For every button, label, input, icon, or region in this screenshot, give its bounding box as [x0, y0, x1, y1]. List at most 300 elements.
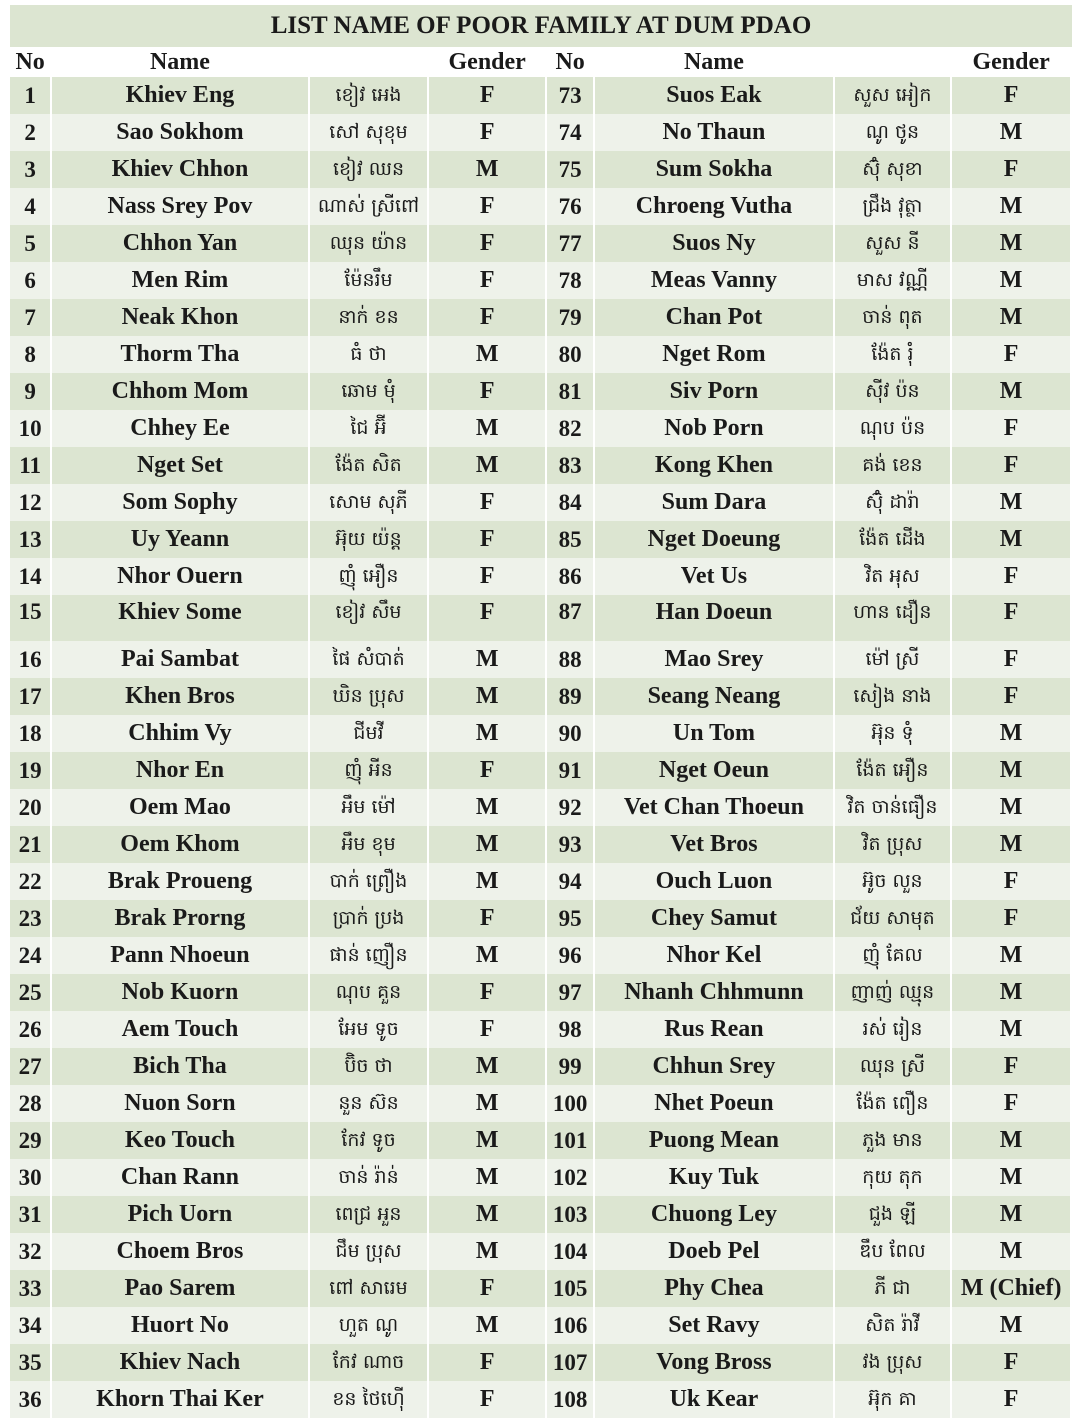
- row-no-left: 16: [10, 641, 50, 678]
- row-no-left: 27: [10, 1048, 50, 1085]
- row-gender-right: M: [952, 225, 1070, 262]
- table-row: [10, 715, 1070, 752]
- row-name-right: Ouch Luon: [595, 863, 832, 900]
- row-gender-right: M: [952, 789, 1070, 826]
- row-no-right: 95: [547, 900, 593, 937]
- row-no-right: 86: [547, 558, 593, 595]
- row-no-right: 73: [547, 77, 593, 114]
- row-no-right: 76: [547, 188, 593, 225]
- row-gender-right: M: [952, 521, 1070, 558]
- row-name-left: Sao Sokhom: [52, 114, 307, 151]
- row-gender-right: F: [952, 447, 1070, 484]
- row-khmer-left: ខន ថៃហ៊ើ: [310, 1381, 428, 1418]
- table-row: [10, 1381, 1070, 1418]
- row-khmer-right: អ៊ុក គា: [835, 1381, 951, 1418]
- row-name-left: Khorn Thai Ker: [52, 1381, 307, 1418]
- row-khmer-right: អ៊ុន ទុំ: [835, 715, 951, 752]
- row-name-right: Chey Samut: [595, 900, 832, 937]
- row-no-right: 103: [547, 1196, 593, 1233]
- row-khmer-left: ជៃ អ៊ី: [310, 410, 428, 447]
- row-gender-right: F: [952, 151, 1070, 188]
- row-khmer-right: ស៊ីវ ប៉ន: [835, 373, 951, 410]
- row-name-right: Uk Kear: [595, 1381, 832, 1418]
- row-name-right: Sum Dara: [595, 484, 832, 521]
- row-khmer-right: ង៉ែត ពឿន: [835, 1085, 951, 1122]
- row-gender-left: F: [429, 373, 545, 410]
- row-no-right: 87: [547, 595, 593, 641]
- row-no-right: 100: [547, 1085, 593, 1122]
- row-name-right: Sum Sokha: [595, 151, 832, 188]
- table-row: [10, 595, 1070, 641]
- row-name-left: Khiev Eng: [52, 77, 307, 114]
- row-khmer-right: សៀង នាង: [835, 678, 951, 715]
- table-row: [10, 1233, 1070, 1270]
- table-row: [10, 114, 1070, 151]
- row-gender-left: M: [429, 336, 545, 373]
- header-no-right: No: [547, 47, 593, 77]
- row-name-left: Oem Khom: [52, 826, 307, 863]
- row-gender-right: M: [952, 1196, 1070, 1233]
- row-gender-right: M: [952, 262, 1070, 299]
- row-no-left: 1: [10, 77, 50, 114]
- row-name-right: Chuong Ley: [595, 1196, 832, 1233]
- row-khmer-left: ផាន់ ញឿន: [310, 937, 428, 974]
- row-gender-left: M: [429, 715, 545, 752]
- row-no-left: 31: [10, 1196, 50, 1233]
- row-name-left: Uy Yeann: [52, 521, 307, 558]
- row-gender-left: F: [429, 595, 545, 641]
- row-no-right: 84: [547, 484, 593, 521]
- poor-family-sheet: [10, 5, 1072, 1418]
- row-khmer-left: ខៀវ ឈន: [310, 151, 428, 188]
- row-no-left: 12: [10, 484, 50, 521]
- row-no-left: 29: [10, 1122, 50, 1159]
- row-no-left: 11: [10, 447, 50, 484]
- row-gender-left: M: [429, 641, 545, 678]
- row-name-right: Vet Bros: [595, 826, 832, 863]
- row-gender-left: M: [429, 410, 545, 447]
- row-name-left: Nhor En: [52, 752, 307, 789]
- row-khmer-left: ប្រាក់ ប្រង: [310, 900, 428, 937]
- header-no-left: No: [10, 47, 50, 77]
- row-gender-left: M: [429, 1122, 545, 1159]
- row-gender-left: M: [429, 1048, 545, 1085]
- row-name-left: Keo Touch: [52, 1122, 307, 1159]
- row-name-left: Chhon Yan: [52, 225, 307, 262]
- row-name-left: Brak Proueng: [52, 863, 307, 900]
- header-name-left: Name: [52, 47, 307, 77]
- row-gender-right: F: [952, 77, 1070, 114]
- row-no-right: 107: [547, 1344, 593, 1381]
- row-gender-left: F: [429, 225, 545, 262]
- row-no-right: 98: [547, 1011, 593, 1048]
- row-khmer-left: ពេជ្រ អួន: [310, 1196, 428, 1233]
- row-khmer-right: វិត ប្រុស: [835, 826, 951, 863]
- row-name-right: Nhet Poeun: [595, 1085, 832, 1122]
- row-gender-right: F: [952, 1048, 1070, 1085]
- row-gender-left: F: [429, 1011, 545, 1048]
- row-khmer-right: ឌឹប ពែល: [835, 1233, 951, 1270]
- row-khmer-right: វិត អុស: [835, 558, 951, 595]
- row-khmer-left: នាក់ ខន: [310, 299, 428, 336]
- row-khmer-left: ឆោម មុំ: [310, 373, 428, 410]
- row-no-left: 35: [10, 1344, 50, 1381]
- row-name-right: Mao Srey: [595, 641, 832, 678]
- row-no-right: 105: [547, 1270, 593, 1307]
- row-gender-right: M: [952, 373, 1070, 410]
- row-gender-right: F: [952, 1344, 1070, 1381]
- row-name-left: Men Rim: [52, 262, 307, 299]
- table-row: [10, 1270, 1070, 1307]
- row-no-right: 79: [547, 299, 593, 336]
- row-name-right: Meas Vanny: [595, 262, 832, 299]
- row-name-right: Han Doeun: [595, 595, 832, 641]
- row-no-left: 26: [10, 1011, 50, 1048]
- table-row: [10, 1122, 1070, 1159]
- row-khmer-left: ង៉ែត សិត: [310, 447, 428, 484]
- row-gender-right: M: [952, 484, 1070, 521]
- row-name-left: Choem Bros: [52, 1233, 307, 1270]
- row-khmer-right: សួស អៀក: [835, 77, 951, 114]
- row-khmer-left: ចាន់ រ៉ាន់: [310, 1159, 428, 1196]
- row-name-right: No Thaun: [595, 114, 832, 151]
- header-khmer-right: [835, 47, 951, 77]
- table-row: [10, 1344, 1070, 1381]
- row-name-right: Doeb Pel: [595, 1233, 832, 1270]
- row-khmer-left: ប៊ិច ថា: [310, 1048, 428, 1085]
- row-no-left: 21: [10, 826, 50, 863]
- row-khmer-right: ភី ជា: [835, 1270, 951, 1307]
- row-no-right: 90: [547, 715, 593, 752]
- row-khmer-right: ស៊ុំ សុខា: [835, 151, 951, 188]
- row-gender-left: F: [429, 262, 545, 299]
- row-gender-right: M: [952, 1233, 1070, 1270]
- row-khmer-left: អ៊ុយ យ៉ន្ត: [310, 521, 428, 558]
- row-khmer-left: អែម ទូច: [310, 1011, 428, 1048]
- row-no-left: 3: [10, 151, 50, 188]
- row-no-left: 20: [10, 789, 50, 826]
- row-khmer-left: ខៀវ សឹម: [310, 595, 428, 641]
- table-row: [10, 900, 1070, 937]
- row-gender-right: F: [952, 678, 1070, 715]
- row-no-left: 10: [10, 410, 50, 447]
- row-name-right: Nget Oeun: [595, 752, 832, 789]
- row-gender-right: M: [952, 715, 1070, 752]
- row-khmer-left: សោម សុភី: [310, 484, 428, 521]
- row-khmer-right: វង ប្រុស: [835, 1344, 951, 1381]
- row-khmer-left: ធំ ថា: [310, 336, 428, 373]
- row-name-right: Chroeng Vutha: [595, 188, 832, 225]
- row-khmer-right: សិត រ៉ាវី: [835, 1307, 951, 1344]
- table-row: [10, 77, 1070, 114]
- row-no-left: 15: [10, 595, 50, 641]
- row-name-left: Nget Set: [52, 447, 307, 484]
- row-gender-left: F: [429, 114, 545, 151]
- row-khmer-right: ម៉ៅ ស្រី: [835, 641, 951, 678]
- row-name-right: Nhor Kel: [595, 937, 832, 974]
- table-row: [10, 521, 1070, 558]
- table-row: [10, 752, 1070, 789]
- row-name-left: Pao Sarem: [52, 1270, 307, 1307]
- table-row: [10, 336, 1070, 373]
- row-no-right: 80: [547, 336, 593, 373]
- row-name-right: Siv Porn: [595, 373, 832, 410]
- row-no-right: 74: [547, 114, 593, 151]
- table-row: [10, 863, 1070, 900]
- header-gender-left: Gender: [429, 47, 545, 77]
- row-gender-right: M: [952, 114, 1070, 151]
- row-no-right: 97: [547, 974, 593, 1011]
- row-no-right: 106: [547, 1307, 593, 1344]
- row-khmer-right: ង៉ែត អឿន: [835, 752, 951, 789]
- row-name-right: Vet Us: [595, 558, 832, 595]
- row-name-left: Nhor Ouern: [52, 558, 307, 595]
- header-gender-right: Gender: [952, 47, 1070, 77]
- table-row: [10, 826, 1070, 863]
- row-gender-right: F: [952, 1085, 1070, 1122]
- row-no-left: 36: [10, 1381, 50, 1418]
- table-row: [10, 1196, 1070, 1233]
- row-gender-left: F: [429, 1344, 545, 1381]
- row-name-left: Khen Bros: [52, 678, 307, 715]
- row-no-left: 8: [10, 336, 50, 373]
- table-row: [10, 262, 1070, 299]
- row-gender-right: M: [952, 826, 1070, 863]
- row-name-left: Aem Touch: [52, 1011, 307, 1048]
- row-no-left: 9: [10, 373, 50, 410]
- row-no-left: 14: [10, 558, 50, 595]
- row-no-left: 18: [10, 715, 50, 752]
- row-gender-right: M: [952, 1011, 1070, 1048]
- row-no-right: 85: [547, 521, 593, 558]
- row-gender-left: M: [429, 678, 545, 715]
- row-khmer-left: កែវ ណាច: [310, 1344, 428, 1381]
- row-no-right: 75: [547, 151, 593, 188]
- row-gender-left: M: [429, 863, 545, 900]
- row-khmer-right: ចាន់ ពុត: [835, 299, 951, 336]
- row-gender-left: F: [429, 521, 545, 558]
- row-gender-left: M: [429, 1307, 545, 1344]
- row-no-right: 82: [547, 410, 593, 447]
- row-khmer-right: ណុប ប៉ន: [835, 410, 951, 447]
- row-name-right: Vong Bross: [595, 1344, 832, 1381]
- table-row: [10, 1048, 1070, 1085]
- row-name-left: Oem Mao: [52, 789, 307, 826]
- row-gender-left: M: [429, 447, 545, 484]
- table-row: [10, 558, 1070, 595]
- row-gender-right: F: [952, 410, 1070, 447]
- row-gender-left: F: [429, 484, 545, 521]
- table-row: [10, 373, 1070, 410]
- row-khmer-left: ម៉ែនរឹម: [310, 262, 428, 299]
- row-no-left: 19: [10, 752, 50, 789]
- row-khmer-right: មាស វណ្ណី: [835, 262, 951, 299]
- row-khmer-right: វិត ចាន់ធឿន: [835, 789, 951, 826]
- row-khmer-right: សួស នី: [835, 225, 951, 262]
- row-gender-left: F: [429, 1381, 545, 1418]
- row-gender-left: F: [429, 188, 545, 225]
- row-gender-right: M: [952, 188, 1070, 225]
- row-name-left: Nob Kuorn: [52, 974, 307, 1011]
- row-gender-left: M: [429, 151, 545, 188]
- row-khmer-right: ណូ ថូន: [835, 114, 951, 151]
- row-gender-left: F: [429, 1270, 545, 1307]
- row-khmer-right: ហាន ដឿន: [835, 595, 951, 641]
- row-khmer-right: ឈុន ស្រី: [835, 1048, 951, 1085]
- table-row: [10, 188, 1070, 225]
- row-no-right: 108: [547, 1381, 593, 1418]
- row-name-right: Set Ravy: [595, 1307, 832, 1344]
- row-gender-left: M: [429, 826, 545, 863]
- row-gender-right: F: [952, 641, 1070, 678]
- row-no-right: 89: [547, 678, 593, 715]
- row-khmer-right: ញ៉ំ គែល: [835, 937, 951, 974]
- table-row: [10, 410, 1070, 447]
- row-name-right: Kong Khen: [595, 447, 832, 484]
- row-khmer-right: ជ័យ សាមុត: [835, 900, 951, 937]
- row-no-left: 23: [10, 900, 50, 937]
- row-name-right: Puong Mean: [595, 1122, 832, 1159]
- row-gender-left: F: [429, 558, 545, 595]
- row-name-left: Bich Tha: [52, 1048, 307, 1085]
- table-row: [10, 1159, 1070, 1196]
- row-gender-right: M: [952, 974, 1070, 1011]
- row-gender-right: F: [952, 558, 1070, 595]
- table-row: [10, 447, 1070, 484]
- row-no-right: 101: [547, 1122, 593, 1159]
- row-no-right: 88: [547, 641, 593, 678]
- row-name-right: Un Tom: [595, 715, 832, 752]
- family-table: [8, 47, 1072, 1418]
- row-gender-left: M: [429, 1233, 545, 1270]
- row-gender-left: F: [429, 752, 545, 789]
- table-row: [10, 789, 1070, 826]
- row-no-left: 33: [10, 1270, 50, 1307]
- row-khmer-left: កែវ ទូច: [310, 1122, 428, 1159]
- row-khmer-left: ណុប គួន: [310, 974, 428, 1011]
- row-no-right: 92: [547, 789, 593, 826]
- row-no-left: 25: [10, 974, 50, 1011]
- row-name-left: Nuon Sorn: [52, 1085, 307, 1122]
- row-no-left: 7: [10, 299, 50, 336]
- row-gender-right: M: [952, 299, 1070, 336]
- row-khmer-left: ផៃ សំបាត់: [310, 641, 428, 678]
- row-khmer-left: ញ៉ំ អឿន: [310, 558, 428, 595]
- row-khmer-right: ភួង មាន: [835, 1122, 951, 1159]
- row-no-left: 2: [10, 114, 50, 151]
- header-khmer-left: [310, 47, 428, 77]
- row-name-left: Som Sophy: [52, 484, 307, 521]
- row-name-left: Chan Rann: [52, 1159, 307, 1196]
- row-name-left: Chhom Mom: [52, 373, 307, 410]
- row-khmer-right: រស់ រៀន: [835, 1011, 951, 1048]
- table-row: [10, 225, 1070, 262]
- row-no-right: 83: [547, 447, 593, 484]
- row-gender-right: F: [952, 900, 1070, 937]
- row-no-right: 99: [547, 1048, 593, 1085]
- row-khmer-right: ជួង ឡី: [835, 1196, 951, 1233]
- header-row: [10, 47, 1070, 77]
- row-no-right: 81: [547, 373, 593, 410]
- table-row: [10, 299, 1070, 336]
- row-khmer-right: ជ្រឹង វុត្ថា: [835, 188, 951, 225]
- row-name-left: Neak Khon: [52, 299, 307, 336]
- table-row: [10, 641, 1070, 678]
- row-name-left: Khiev Nach: [52, 1344, 307, 1381]
- row-no-left: 30: [10, 1159, 50, 1196]
- row-gender-left: M: [429, 1196, 545, 1233]
- row-no-right: 104: [547, 1233, 593, 1270]
- row-name-right: Suos Ny: [595, 225, 832, 262]
- row-no-left: 34: [10, 1307, 50, 1344]
- table-body: [10, 77, 1070, 1418]
- row-gender-left: F: [429, 974, 545, 1011]
- row-name-right: Phy Chea: [595, 1270, 832, 1307]
- row-no-left: 32: [10, 1233, 50, 1270]
- row-khmer-right: គង់ ខេន: [835, 447, 951, 484]
- row-name-left: Brak Prorng: [52, 900, 307, 937]
- row-name-right: Nob Porn: [595, 410, 832, 447]
- row-no-right: 96: [547, 937, 593, 974]
- row-khmer-right: ញាញ់ ឈ្មុន: [835, 974, 951, 1011]
- table-row: [10, 937, 1070, 974]
- row-gender-right: M: [952, 937, 1070, 974]
- row-name-right: Nget Doeung: [595, 521, 832, 558]
- row-gender-left: M: [429, 937, 545, 974]
- row-khmer-left: ពៅ សារេម: [310, 1270, 428, 1307]
- row-no-left: 28: [10, 1085, 50, 1122]
- row-gender-right: M (Chief): [952, 1270, 1070, 1307]
- row-name-right: Rus Rean: [595, 1011, 832, 1048]
- row-gender-right: F: [952, 595, 1070, 641]
- row-name-left: Pann Nhoeun: [52, 937, 307, 974]
- row-name-left: Khiev Some: [52, 595, 307, 641]
- row-name-left: Pich Uorn: [52, 1196, 307, 1233]
- row-name-right: Chhun Srey: [595, 1048, 832, 1085]
- row-no-left: 17: [10, 678, 50, 715]
- row-khmer-right: ស៊ុំ ដារ៉ា: [835, 484, 951, 521]
- row-name-left: Huort No: [52, 1307, 307, 1344]
- row-khmer-left: បាក់ ព្រឿង: [310, 863, 428, 900]
- row-gender-right: F: [952, 336, 1070, 373]
- header-name-right: Name: [595, 47, 832, 77]
- row-name-left: Chhim Vy: [52, 715, 307, 752]
- row-name-right: Nget Rom: [595, 336, 832, 373]
- row-gender-left: F: [429, 77, 545, 114]
- row-gender-left: F: [429, 900, 545, 937]
- row-name-right: Chan Pot: [595, 299, 832, 336]
- row-no-left: 22: [10, 863, 50, 900]
- row-khmer-left: ជឹម ប្រុស: [310, 1233, 428, 1270]
- row-gender-right: F: [952, 1381, 1070, 1418]
- row-khmer-left: ឃិន ប្រុស: [310, 678, 428, 715]
- row-khmer-right: ង៉ែត ដើង: [835, 521, 951, 558]
- row-no-right: 77: [547, 225, 593, 262]
- row-gender-left: M: [429, 789, 545, 826]
- row-name-left: Chhey Ee: [52, 410, 307, 447]
- row-no-left: 4: [10, 188, 50, 225]
- row-no-right: 93: [547, 826, 593, 863]
- row-khmer-left: នួន ស៊ន: [310, 1085, 428, 1122]
- row-gender-right: M: [952, 752, 1070, 789]
- row-gender-right: M: [952, 1122, 1070, 1159]
- table-row: [10, 484, 1070, 521]
- row-no-left: 24: [10, 937, 50, 974]
- row-name-left: Nass Srey Pov: [52, 188, 307, 225]
- row-khmer-left: ណាស់ ស្រីពៅ: [310, 188, 428, 225]
- table-row: [10, 678, 1070, 715]
- row-name-right: Kuy Tuk: [595, 1159, 832, 1196]
